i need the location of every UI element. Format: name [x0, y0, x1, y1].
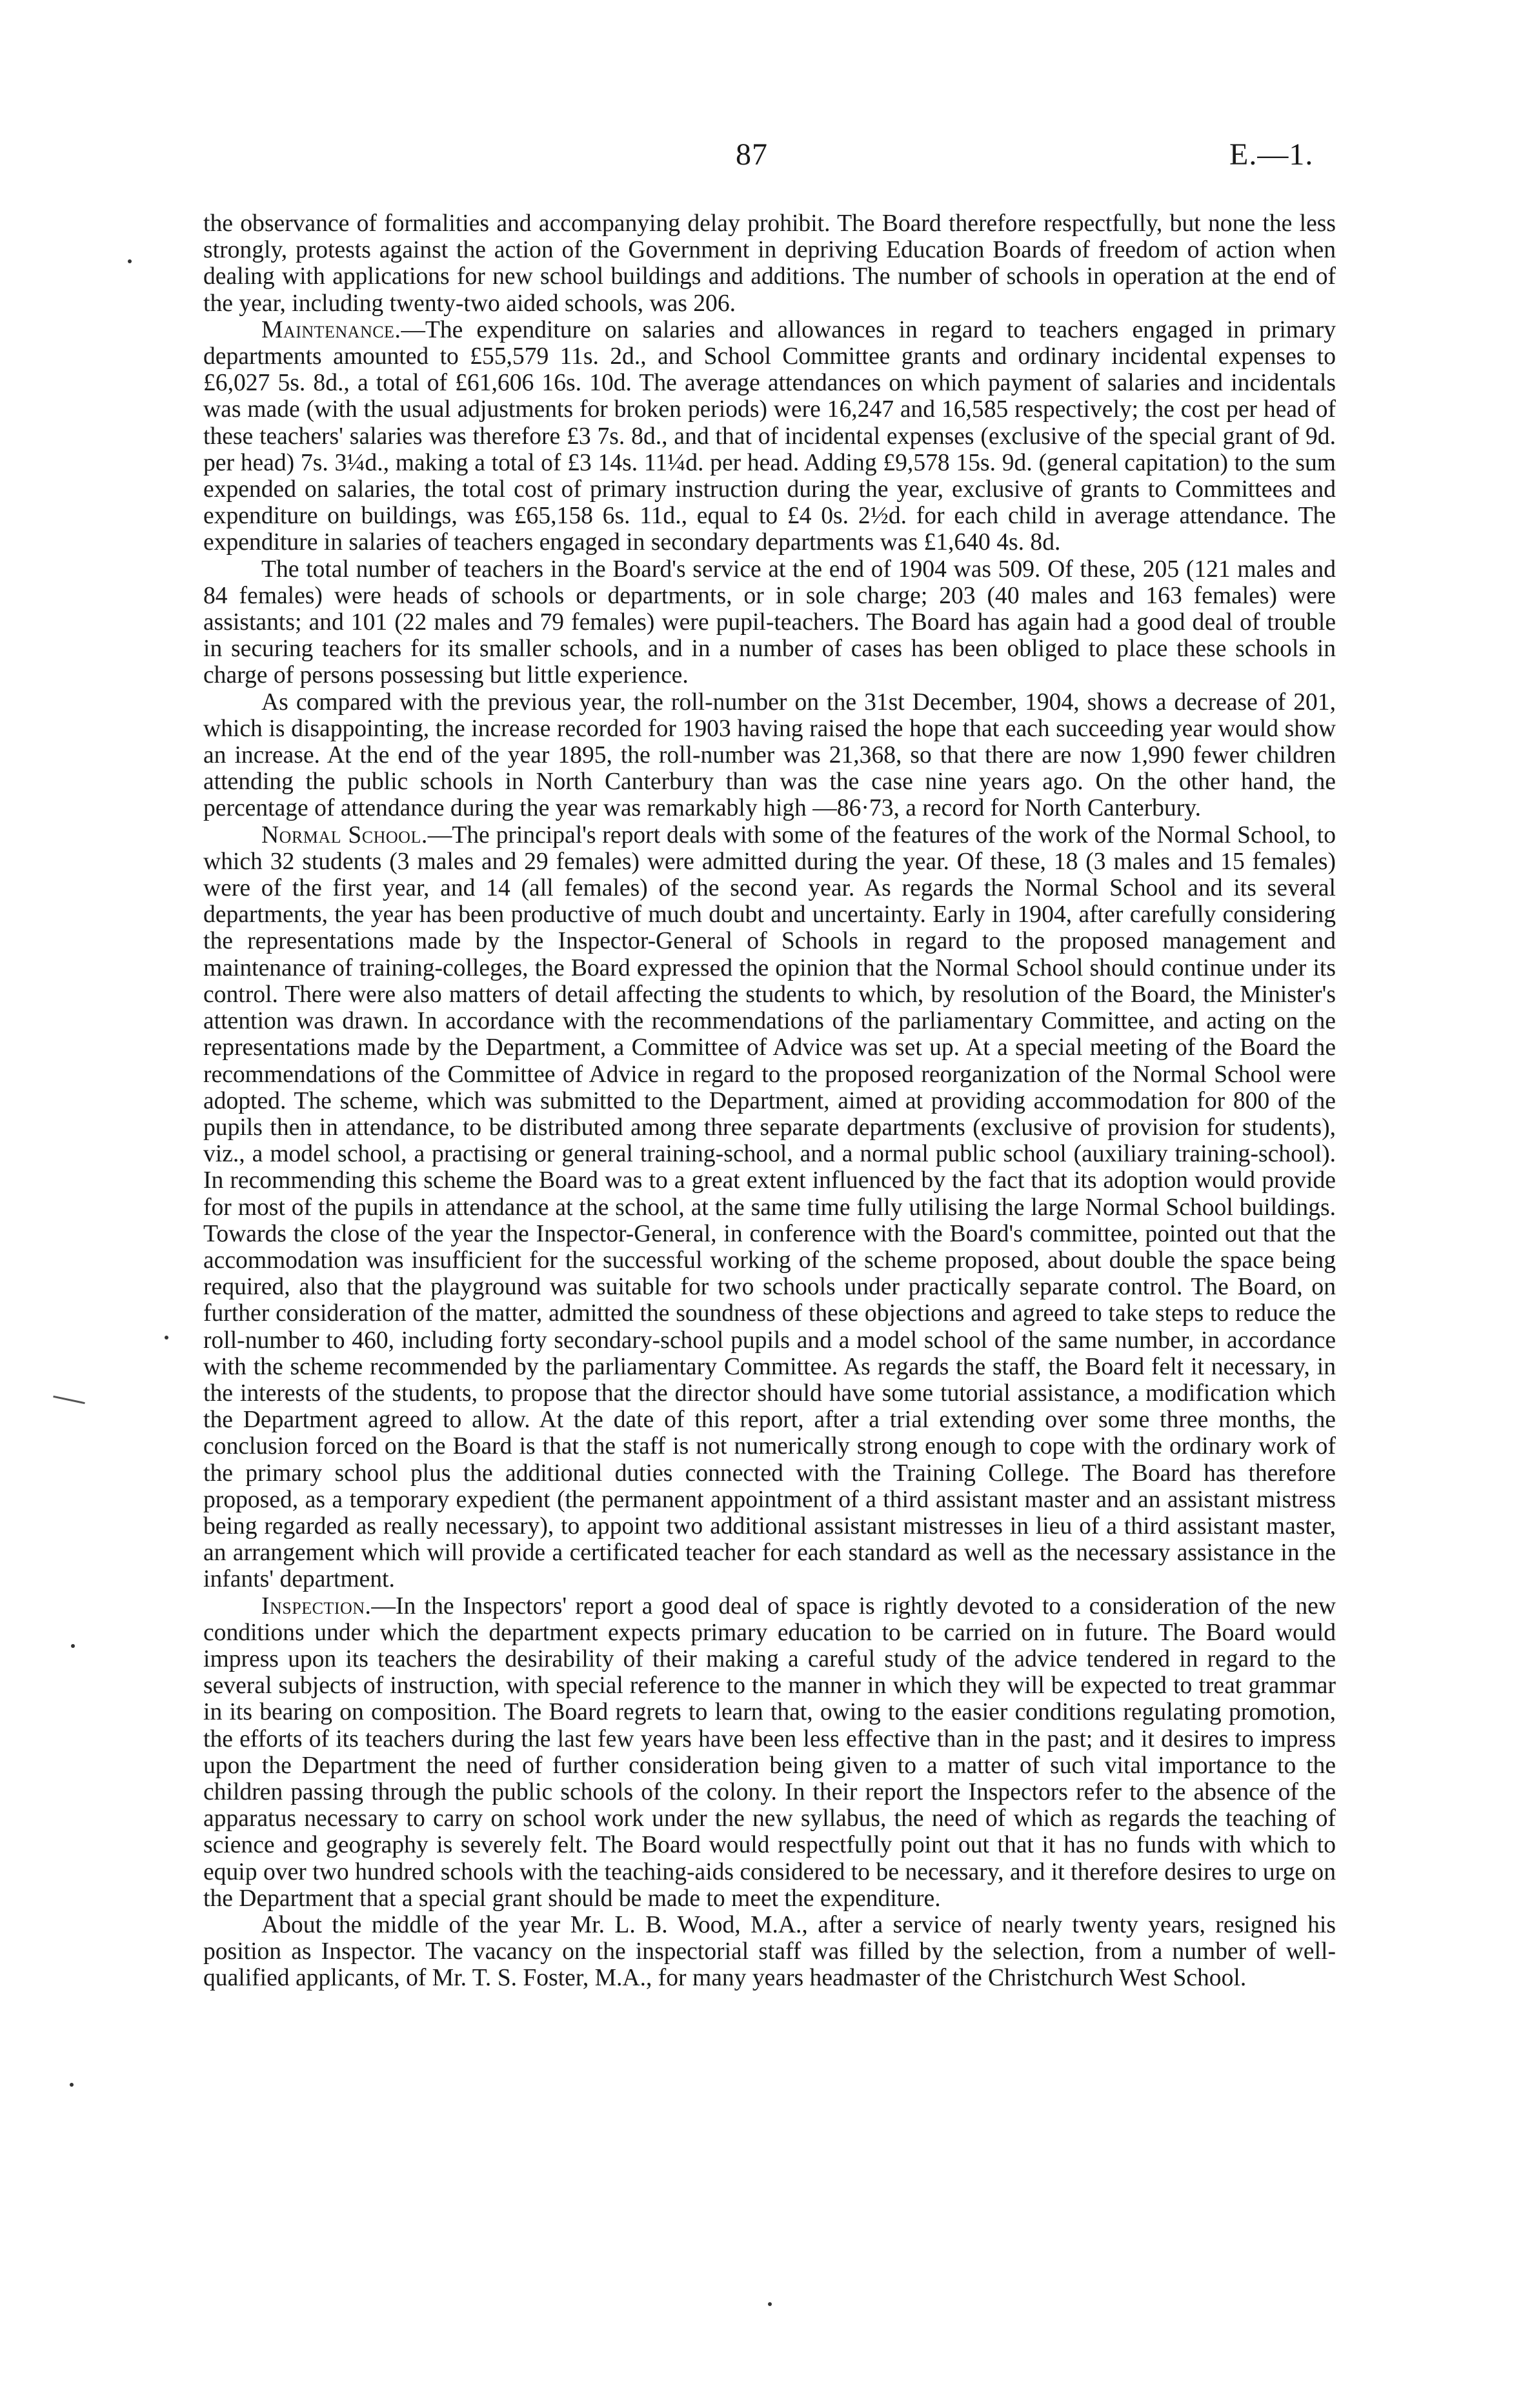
margin-mark — [128, 259, 132, 263]
paragraph-teachers — [203, 556, 1336, 689]
paragraph-normal-school — [203, 822, 1336, 1593]
paragraph-maintenance — [203, 317, 1336, 556]
document-reference: E.—1. — [1229, 137, 1314, 172]
margin-mark — [70, 2083, 74, 2087]
margin-mark — [71, 1644, 75, 1648]
paragraph-inspector-change — [203, 1912, 1336, 1992]
section-heading-normal-school: Normal School. — [261, 821, 428, 848]
paragraph-text: —The expenditure on salaries and allowances in regard to teachers engaged in primary departments amounted to £55,579 11s. 2d., and School Committee grants and ordinary incidental expenses to £6,027 5s. 8d., a total of £61,606 16s. 10d. The average attendances on which payment of salaries and incidentals was made (with the usual adjustments for broken periods) were 16,247 and 16,585 respectively; the cost per head of these teachers' salaries was therefore £3 7s. 8d., and that of incidental expenses (exclusive of the special grant of 9d. per head) 7s. 3¼d., making a total of £3 14s. 11¼d. per head. Adding £9,578 15s. 9d. (general capitation) to the sum expended on salaries, the total cost of primary instruction during the year, exclusive of grants to Committees and expenditure on buildings, was £65,158 6s. 11d., equal to £4 0s. 2½d. for each child in average attendance. The expenditure in salaries of teachers engaged in secondary departments was £1,640 4s. 8d. — [203, 316, 1336, 556]
body-text — [203, 210, 1336, 1992]
paragraph-schools-continued — [203, 210, 1336, 317]
paragraph-text: As compared with the previous year, the roll-number on the 31st December, 1904, shows a decrease of 201, which is disappointing, the increase recorded for 1903 having raised the hope that each succeeding year would show an increase. At the end of the year 1895, the roll-number was 21,368, so that there are now 1,990 fewer children attending the public schools in North Canterbury than was the case nine years ago. On the other hand, the percentage of attendance during the year was remarkably high —86·73, a record for North Canterbury. — [203, 688, 1336, 822]
margin-mark — [53, 1396, 85, 1404]
page-header — [0, 137, 1532, 182]
paragraph-text: About the middle of the year Mr. L. B. Wood, M.A., after a service of nearly twenty years, resigned his position as Inspector. The vacancy on the inspectorial staff was filled by the selection, from a number of well-qualified applicants, of Mr. T. S. Foster, M.A., for many years headmaster of the Christchurch West School. — [203, 1912, 1336, 1992]
paragraph-text: the observance of formalities and accompanying delay prohibit. The Board therefore respectfully, but none the less strongly, protests against the action of the Government in depriving Education Boards of freedom of action when dealing with applications for new school buildings and additions. The number of schools in operation at the end of the year, including twenty-two aided schools, was 206. — [203, 210, 1336, 317]
paragraph-text: The total number of teachers in the Board's service at the end of 1904 was 509. Of these, 205 (121 males and 84 females) were heads of schools or departments, or in sole charge; 203 (40 males and 163 females) were assistants; and 101 (22 males and 79 females) were pupil-teachers. The Board has again had a good deal of trouble in securing teachers for its smaller schools, and in a number of cases has been obliged to place these schools in charge of persons possessing but little experience. — [203, 556, 1336, 689]
section-heading-maintenance: Maintenance. — [261, 316, 401, 343]
section-heading-inspection: Inspection. — [261, 1592, 372, 1620]
margin-mark — [768, 2302, 772, 2306]
paragraph-inspection — [203, 1593, 1336, 1912]
margin-mark — [165, 1336, 168, 1339]
page-number: 87 — [736, 137, 768, 172]
paragraph-roll-number — [203, 689, 1336, 822]
paragraph-text: —The principal's report deals with some of the features of the work of the Normal School, to which 32 students (3 males and 29 females) were admitted during the year. Of these, 18 (3 males and 15 females) were of the first year, and 14 (all females) of the second year. As regards the Normal School and its several departments, the year has been productive of much doubt and uncertainty. Early in 1904, after carefully considering the representations made by the Inspector-General of Schools in regard to the proposed management and maintenance of training-colleges, the Board expressed the opinion that the Normal School should continue under its control. There were also matters of detail affecting the students to which, by resolution of the Board, the Minister's attention was drawn. In accordance with the recommendations of the parliamentary Committee, and acting on the representations made by the Department, a Committee of Advice was set up. At a special meeting of the Board the recommendations of the Committee of Advice in regard to the proposed reorganization of the Normal School were adopted. The scheme, which was submitted to the Department, aimed at providing accommodation for 800 of the pupils then in attendance, to be distributed among three separate departments (exclusive of provision for students), viz., a model school, a practising or general training-school, and a normal public school (auxiliary training-school). In recommending this scheme the Board was to a great extent influenced by the fact that its adoption would provide for most of the pupils in attendance at the school, at the same time fully utilising the large Normal School buildings. Towards the close of the year the Inspector-General, in conference with the Board's committee, pointed out that the accommodation was insufficient for the successful working of the scheme proposed, about double the space being required, also that the playground was suitable for two schools under practically separate control. The Board, on further consideration of the matter, admitted the soundness of these objections and agreed to take steps to reduce the roll-number to 460, including forty secondary-school pupils and a model school of the same number, in accordance with the scheme recommended by the parliamentary Committee. As regards the staff, the Board felt it necessary, in the interests of the students, to propose that the director should have some tutorial assistance, a modification which the Department agreed to allow. At the date of this report, after a trial extending over some three months, the conclusion forced on the Board is that the staff is not numerically strong enough to cope with the ordinary work of the primary school plus the additional duties connected with the Training College. The Board has therefore proposed, as a temporary expedient (the permanent appointment of a third assistant master and an assistant mistress being regarded as really necessary), to appoint two additional assistant mistresses in lieu of a third assistant master, an arrangement which will provide a certificated teacher for each standard as well as the necessary assistance in the infants' department. — [203, 821, 1336, 1593]
paragraph-text: —In the Inspectors' report a good deal of space is rightly devoted to a consideration of the new conditions under which the department expects primary education to be carried on in future. The Board would impress upon its teachers the desirability of their making a careful study of the advice tendered in regard to the several subjects of instruction, with special reference to the manner in which they will be expected to treat grammar in its bearing on composition. The Board regrets to learn that, owing to the easier conditions regulating promotion, the efforts of its teachers during the last few years have been less effective than in the past; and it desires to impress upon the Department the need of further consideration being given to a matter of such vital importance to the children passing through the public schools of the colony. In their report the Inspectors refer to the absence of the apparatus necessary to carry on school work under the new syllabus, the need of which as regards the teaching of science and geography is severely felt. The Board would respectfully point out that it has no funds with which to equip over two hundred schools with the teaching-aids considered to be necessary, and it therefore desires to urge on the Department that a special grant should be made to meet the expenditure. — [203, 1592, 1336, 1912]
